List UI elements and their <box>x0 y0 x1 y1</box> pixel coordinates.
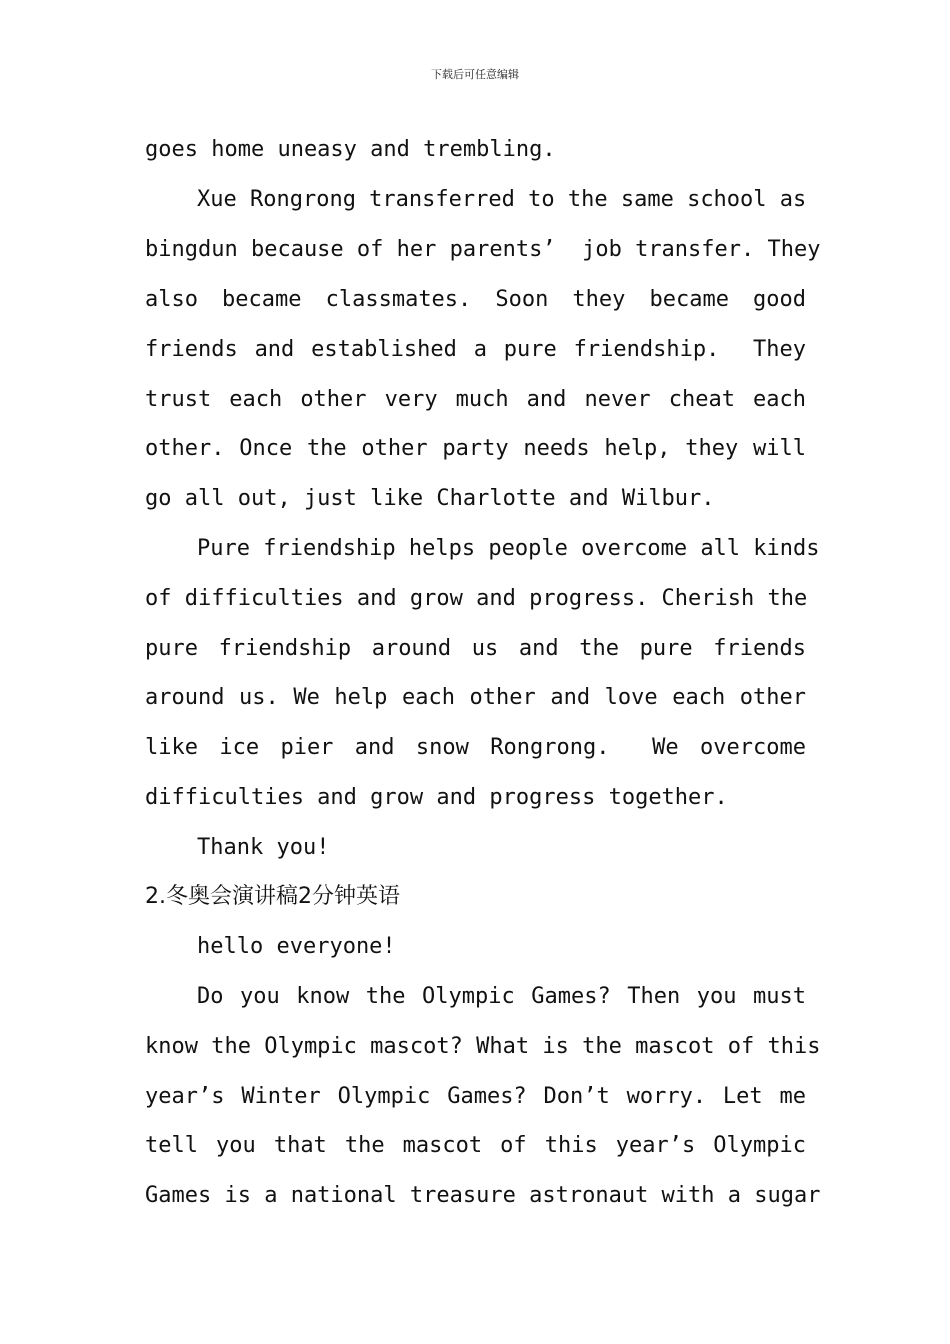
text-line: go all out, just like Charlotte and Wilbur. <box>145 486 715 511</box>
text-line: bingdun because of her parents’ job transfer. They <box>145 237 821 262</box>
text-line: Games is a national treasure astronaut with a sugar <box>145 1183 821 1208</box>
text-line: also became classmates. Soon they became good <box>145 287 806 312</box>
text-line: year’s Winter Olympic Games? Don’t worry. Let me <box>145 1084 806 1109</box>
text-line: like ice pier and snow Rongrong. We overcome <box>145 735 806 760</box>
text-line: trust each other very much and never cheat each <box>145 387 806 412</box>
text-line: other. Once the other party needs help, they will <box>145 436 806 461</box>
text-line: know the Olympic mascot? What is the mascot of this <box>145 1034 821 1059</box>
page-header: 下载后可任意编辑 <box>431 68 519 81</box>
text-line: friends and established a pure friendship. They <box>145 337 806 362</box>
text-line: tell you that the mascot of this year’s Olympic <box>145 1133 806 1158</box>
text-line: Thank you! <box>197 835 330 860</box>
text-line: hello everyone! <box>197 934 396 959</box>
text-line: Do you know the Olympic Games? Then you must <box>197 984 806 1009</box>
text-line: of difficulties and grow and progress. Cherish the <box>145 586 808 611</box>
text-line: Pure friendship helps people overcome all kinds <box>197 536 820 561</box>
text-line: goes home uneasy and trembling. <box>145 137 556 162</box>
text-line: pure friendship around us and the pure friends <box>145 636 806 661</box>
text-line: Xue Rongrong transferred to the same school as <box>197 187 807 212</box>
text-line: around us. We help each other and love each other <box>145 685 806 710</box>
text-line: difficulties and grow and progress together. <box>145 785 728 810</box>
section-heading: 2.冬奥会演讲稿2分钟英语 <box>145 884 400 909</box>
